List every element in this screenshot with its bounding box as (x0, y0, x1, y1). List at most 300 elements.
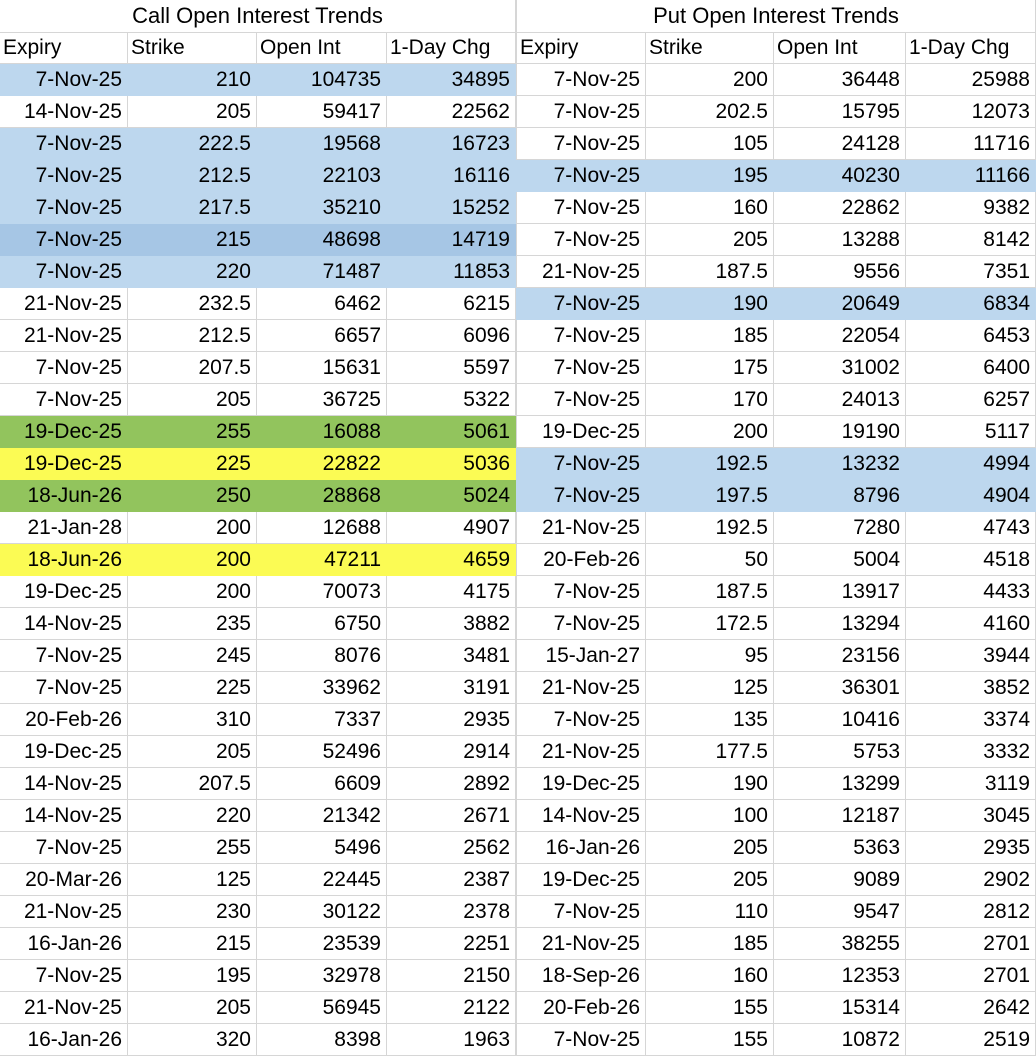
table-row (0, 1024, 516, 1056)
cell-one-day-chg[interactable]: 2251 (387, 928, 516, 960)
col-header-open-int[interactable]: Open Int (774, 33, 906, 64)
cell-open-int[interactable]: 5496 (257, 832, 387, 864)
table-row (516, 192, 1036, 224)
cell-expiry[interactable]: 21-Nov-25 (0, 320, 128, 352)
cell-strike[interactable]: 205 (128, 736, 257, 768)
cell-one-day-chg[interactable]: 9382 (906, 192, 1036, 224)
cell-strike[interactable]: 160 (646, 192, 774, 224)
cell-one-day-chg[interactable]: 16723 (387, 128, 516, 160)
cell-expiry[interactable]: 14-Nov-25 (0, 608, 128, 640)
cell-one-day-chg[interactable]: 2562 (387, 832, 516, 864)
cell-open-int[interactable]: 6750 (257, 608, 387, 640)
cell-open-int[interactable]: 13294 (774, 608, 906, 640)
cell-one-day-chg[interactable]: 2812 (906, 896, 1036, 928)
cell-open-int[interactable]: 59417 (257, 96, 387, 128)
cell-expiry[interactable]: 21-Jan-28 (0, 512, 128, 544)
cell-expiry[interactable]: 7-Nov-25 (0, 128, 128, 160)
cell-expiry[interactable]: 7-Nov-25 (516, 320, 646, 352)
cell-strike[interactable]: 177.5 (646, 736, 774, 768)
cell-expiry[interactable]: 19-Dec-25 (0, 576, 128, 608)
cell-one-day-chg[interactable]: 6257 (906, 384, 1036, 416)
cell-expiry[interactable]: 18-Sep-26 (516, 960, 646, 992)
cell-strike[interactable]: 185 (646, 928, 774, 960)
cell-open-int[interactable]: 20649 (774, 288, 906, 320)
table-row (0, 192, 516, 224)
cell-expiry[interactable]: 7-Nov-25 (516, 1024, 646, 1056)
cell-expiry[interactable]: 21-Nov-25 (0, 992, 128, 1024)
table-row (516, 928, 1036, 960)
cell-one-day-chg[interactable]: 1963 (387, 1024, 516, 1056)
cell-one-day-chg[interactable]: 11853 (387, 256, 516, 288)
cell-open-int[interactable]: 10416 (774, 704, 906, 736)
cell-one-day-chg[interactable]: 7351 (906, 256, 1036, 288)
cell-open-int[interactable]: 5363 (774, 832, 906, 864)
cell-expiry[interactable]: 7-Nov-25 (0, 224, 128, 256)
table-row (516, 416, 1036, 448)
cell-open-int[interactable]: 23539 (257, 928, 387, 960)
cell-expiry[interactable]: 21-Nov-25 (516, 512, 646, 544)
cell-expiry[interactable]: 14-Nov-25 (0, 768, 128, 800)
cell-one-day-chg[interactable]: 25988 (906, 64, 1036, 96)
cell-open-int[interactable]: 15631 (257, 352, 387, 384)
cell-expiry[interactable]: 19-Dec-25 (0, 448, 128, 480)
cell-one-day-chg[interactable]: 2150 (387, 960, 516, 992)
cell-strike[interactable]: 187.5 (646, 256, 774, 288)
cell-strike[interactable]: 250 (128, 480, 257, 512)
cell-strike[interactable]: 205 (646, 864, 774, 896)
cell-strike[interactable]: 187.5 (646, 576, 774, 608)
table-row (0, 160, 516, 192)
table-row (516, 544, 1036, 576)
cell-expiry[interactable]: 20-Feb-26 (0, 704, 128, 736)
cell-strike[interactable]: 225 (128, 672, 257, 704)
cell-one-day-chg[interactable]: 11166 (906, 160, 1036, 192)
cell-strike[interactable]: 220 (128, 800, 257, 832)
cell-one-day-chg[interactable]: 2935 (387, 704, 516, 736)
cell-one-day-chg[interactable]: 2902 (906, 864, 1036, 896)
table-row (516, 640, 1036, 672)
cell-strike[interactable]: 212.5 (128, 320, 257, 352)
cell-strike[interactable]: 205 (646, 832, 774, 864)
table-row (516, 224, 1036, 256)
cell-strike[interactable]: 205 (128, 384, 257, 416)
table-row (0, 864, 516, 896)
cell-strike[interactable]: 155 (646, 1024, 774, 1056)
cell-expiry[interactable]: 7-Nov-25 (516, 704, 646, 736)
cell-one-day-chg[interactable]: 5597 (387, 352, 516, 384)
cell-expiry[interactable]: 19-Dec-25 (516, 768, 646, 800)
cell-expiry[interactable]: 7-Nov-25 (0, 672, 128, 704)
header-row (0, 33, 516, 64)
cell-strike[interactable]: 155 (646, 992, 774, 1024)
cell-expiry[interactable]: 7-Nov-25 (0, 256, 128, 288)
cell-open-int[interactable]: 36725 (257, 384, 387, 416)
cell-one-day-chg[interactable]: 4518 (906, 544, 1036, 576)
cell-strike[interactable]: 232.5 (128, 288, 257, 320)
col-header-expiry[interactable]: Expiry (516, 33, 646, 64)
cell-open-int[interactable]: 56945 (257, 992, 387, 1024)
cell-open-int[interactable]: 36448 (774, 64, 906, 96)
cell-strike[interactable]: 125 (128, 864, 257, 896)
col-header-one-day-chg[interactable]: 1-Day Chg (906, 33, 1036, 64)
table-row (516, 704, 1036, 736)
cell-open-int[interactable]: 7337 (257, 704, 387, 736)
cell-strike[interactable]: 190 (646, 768, 774, 800)
cell-open-int[interactable]: 19190 (774, 416, 906, 448)
cell-strike[interactable]: 220 (128, 256, 257, 288)
cell-expiry[interactable]: 16-Jan-26 (0, 1024, 128, 1056)
cell-one-day-chg[interactable]: 3374 (906, 704, 1036, 736)
cell-expiry[interactable]: 7-Nov-25 (0, 960, 128, 992)
cell-open-int[interactable]: 8076 (257, 640, 387, 672)
table-row (0, 736, 516, 768)
cell-expiry[interactable]: 21-Nov-25 (516, 256, 646, 288)
cell-open-int[interactable]: 24128 (774, 128, 906, 160)
cell-one-day-chg[interactable]: 6096 (387, 320, 516, 352)
cell-strike[interactable]: 245 (128, 640, 257, 672)
cell-open-int[interactable]: 9089 (774, 864, 906, 896)
cell-strike[interactable]: 217.5 (128, 192, 257, 224)
cell-open-int[interactable]: 13288 (774, 224, 906, 256)
cell-open-int[interactable]: 32978 (257, 960, 387, 992)
cell-expiry[interactable]: 7-Nov-25 (516, 480, 646, 512)
table-row (0, 448, 516, 480)
table-row (0, 640, 516, 672)
cell-strike[interactable]: 200 (128, 576, 257, 608)
cell-one-day-chg[interactable]: 4433 (906, 576, 1036, 608)
cell-open-int[interactable]: 9556 (774, 256, 906, 288)
cell-strike[interactable]: 95 (646, 640, 774, 672)
cell-strike[interactable]: 192.5 (646, 448, 774, 480)
cell-one-day-chg[interactable]: 2387 (387, 864, 516, 896)
put-open-interest-table (516, 0, 1036, 1056)
cell-open-int[interactable]: 24013 (774, 384, 906, 416)
cell-expiry[interactable]: 18-Jun-26 (0, 544, 128, 576)
cell-one-day-chg[interactable]: 14719 (387, 224, 516, 256)
cell-expiry[interactable]: 7-Nov-25 (516, 576, 646, 608)
table-row (516, 960, 1036, 992)
cell-one-day-chg[interactable]: 2122 (387, 992, 516, 1024)
cell-one-day-chg[interactable]: 6834 (906, 288, 1036, 320)
cell-open-int[interactable]: 6462 (257, 288, 387, 320)
table-row (516, 160, 1036, 192)
table-row (516, 288, 1036, 320)
cell-strike[interactable]: 200 (128, 544, 257, 576)
cell-expiry[interactable]: 16-Jan-26 (0, 928, 128, 960)
cell-expiry[interactable]: 21-Nov-25 (0, 896, 128, 928)
cell-open-int[interactable]: 13917 (774, 576, 906, 608)
cell-one-day-chg[interactable]: 4994 (906, 448, 1036, 480)
cell-strike[interactable]: 255 (128, 832, 257, 864)
cell-strike[interactable]: 197.5 (646, 480, 774, 512)
cell-expiry[interactable]: 7-Nov-25 (516, 160, 646, 192)
cell-one-day-chg[interactable]: 2378 (387, 896, 516, 928)
cell-one-day-chg[interactable]: 2519 (906, 1024, 1036, 1056)
cell-open-int[interactable]: 8796 (774, 480, 906, 512)
cell-strike[interactable]: 207.5 (128, 352, 257, 384)
cell-expiry[interactable]: 21-Nov-25 (0, 288, 128, 320)
cell-one-day-chg[interactable]: 22562 (387, 96, 516, 128)
table-row (516, 672, 1036, 704)
cell-strike[interactable]: 195 (646, 160, 774, 192)
cell-open-int[interactable]: 71487 (257, 256, 387, 288)
cell-one-day-chg[interactable]: 2914 (387, 736, 516, 768)
cell-open-int[interactable]: 7280 (774, 512, 906, 544)
cell-expiry[interactable]: 20-Feb-26 (516, 544, 646, 576)
table-row (0, 416, 516, 448)
cell-open-int[interactable]: 22054 (774, 320, 906, 352)
cell-one-day-chg[interactable]: 3119 (906, 768, 1036, 800)
cell-expiry[interactable]: 7-Nov-25 (516, 96, 646, 128)
cell-open-int[interactable]: 21342 (257, 800, 387, 832)
table-row (516, 480, 1036, 512)
cell-one-day-chg[interactable]: 6215 (387, 288, 516, 320)
cell-strike[interactable]: 50 (646, 544, 774, 576)
cell-expiry[interactable]: 7-Nov-25 (516, 192, 646, 224)
cell-strike[interactable]: 190 (646, 288, 774, 320)
cell-expiry[interactable]: 7-Nov-25 (0, 352, 128, 384)
cell-open-int[interactable]: 6609 (257, 768, 387, 800)
cell-expiry[interactable]: 7-Nov-25 (516, 128, 646, 160)
table-row (0, 224, 516, 256)
cell-strike[interactable]: 225 (128, 448, 257, 480)
col-header-open-int[interactable]: Open Int (257, 33, 387, 64)
cell-open-int[interactable]: 38255 (774, 928, 906, 960)
cell-expiry[interactable]: 7-Nov-25 (0, 192, 128, 224)
cell-expiry[interactable]: 7-Nov-25 (0, 640, 128, 672)
cell-strike[interactable]: 172.5 (646, 608, 774, 640)
cell-open-int[interactable]: 10872 (774, 1024, 906, 1056)
cell-expiry[interactable]: 7-Nov-25 (0, 384, 128, 416)
cell-expiry[interactable]: 7-Nov-25 (516, 896, 646, 928)
cell-open-int[interactable]: 28868 (257, 480, 387, 512)
cell-expiry[interactable]: 7-Nov-25 (0, 832, 128, 864)
cell-one-day-chg[interactable]: 8142 (906, 224, 1036, 256)
cell-open-int[interactable]: 36301 (774, 672, 906, 704)
cell-one-day-chg[interactable]: 3332 (906, 736, 1036, 768)
cell-strike[interactable]: 125 (646, 672, 774, 704)
table-row (0, 608, 516, 640)
cell-one-day-chg[interactable]: 5322 (387, 384, 516, 416)
cell-open-int[interactable]: 9547 (774, 896, 906, 928)
cell-expiry[interactable]: 7-Nov-25 (516, 608, 646, 640)
table-row (516, 576, 1036, 608)
table-row (516, 864, 1036, 896)
cell-strike[interactable]: 310 (128, 704, 257, 736)
cell-open-int[interactable]: 22103 (257, 160, 387, 192)
cell-one-day-chg[interactable]: 4659 (387, 544, 516, 576)
cell-expiry[interactable]: 7-Nov-25 (516, 288, 646, 320)
cell-one-day-chg[interactable]: 3045 (906, 800, 1036, 832)
cell-open-int[interactable]: 12353 (774, 960, 906, 992)
cell-open-int[interactable]: 70073 (257, 576, 387, 608)
table-row (0, 352, 516, 384)
cell-open-int[interactable]: 5753 (774, 736, 906, 768)
cell-one-day-chg[interactable]: 4907 (387, 512, 516, 544)
cell-expiry[interactable]: 14-Nov-25 (0, 96, 128, 128)
call-table-body (0, 64, 516, 1056)
table-row (516, 992, 1036, 1024)
cell-strike[interactable]: 192.5 (646, 512, 774, 544)
col-header-strike[interactable]: Strike (646, 33, 774, 64)
cell-expiry[interactable]: 19-Dec-25 (0, 416, 128, 448)
call-open-interest-table (0, 0, 516, 1056)
cell-strike[interactable]: 205 (128, 992, 257, 1024)
cell-one-day-chg[interactable]: 5117 (906, 416, 1036, 448)
cell-one-day-chg[interactable]: 2701 (906, 928, 1036, 960)
cell-open-int[interactable]: 40230 (774, 160, 906, 192)
cell-strike[interactable]: 202.5 (646, 96, 774, 128)
table-row (0, 896, 516, 928)
cell-one-day-chg[interactable]: 3944 (906, 640, 1036, 672)
cell-open-int[interactable]: 13299 (774, 768, 906, 800)
table-row (0, 544, 516, 576)
cell-expiry[interactable]: 7-Nov-25 (516, 448, 646, 480)
cell-strike[interactable]: 110 (646, 896, 774, 928)
cell-open-int[interactable]: 6657 (257, 320, 387, 352)
cell-strike[interactable]: 212.5 (128, 160, 257, 192)
cell-strike[interactable]: 160 (646, 960, 774, 992)
cell-one-day-chg[interactable]: 3481 (387, 640, 516, 672)
cell-one-day-chg[interactable]: 3191 (387, 672, 516, 704)
cell-one-day-chg[interactable]: 4160 (906, 608, 1036, 640)
cell-expiry[interactable]: 21-Nov-25 (516, 928, 646, 960)
cell-one-day-chg[interactable]: 5036 (387, 448, 516, 480)
cell-one-day-chg[interactable]: 5024 (387, 480, 516, 512)
cell-strike[interactable]: 222.5 (128, 128, 257, 160)
cell-expiry[interactable]: 18-Jun-26 (0, 480, 128, 512)
cell-open-int[interactable]: 23156 (774, 640, 906, 672)
cell-strike[interactable]: 320 (128, 1024, 257, 1056)
cell-open-int[interactable]: 48698 (257, 224, 387, 256)
put-table-body (516, 64, 1036, 1056)
cell-strike[interactable]: 170 (646, 384, 774, 416)
cell-strike[interactable]: 200 (646, 416, 774, 448)
cell-strike[interactable]: 200 (128, 512, 257, 544)
cell-open-int[interactable]: 19568 (257, 128, 387, 160)
cell-strike[interactable]: 210 (128, 64, 257, 96)
cell-strike[interactable]: 185 (646, 320, 774, 352)
cell-one-day-chg[interactable]: 11716 (906, 128, 1036, 160)
cell-one-day-chg[interactable]: 2671 (387, 800, 516, 832)
cell-strike[interactable]: 195 (128, 960, 257, 992)
cell-open-int[interactable]: 31002 (774, 352, 906, 384)
call-table-title[interactable]: Call Open Interest Trends (0, 0, 516, 33)
cell-strike[interactable]: 215 (128, 928, 257, 960)
cell-expiry[interactable]: 19-Dec-25 (516, 416, 646, 448)
cell-one-day-chg[interactable]: 2892 (387, 768, 516, 800)
cell-strike[interactable]: 230 (128, 896, 257, 928)
cell-open-int[interactable]: 22445 (257, 864, 387, 896)
cell-open-int[interactable]: 8398 (257, 1024, 387, 1056)
cell-open-int[interactable]: 16088 (257, 416, 387, 448)
cell-one-day-chg[interactable]: 3882 (387, 608, 516, 640)
cell-strike[interactable]: 255 (128, 416, 257, 448)
cell-expiry[interactable]: 21-Nov-25 (516, 736, 646, 768)
cell-open-int[interactable]: 13232 (774, 448, 906, 480)
cell-open-int[interactable]: 12187 (774, 800, 906, 832)
table-row (516, 512, 1036, 544)
cell-one-day-chg[interactable]: 12073 (906, 96, 1036, 128)
cell-strike[interactable]: 205 (646, 224, 774, 256)
cell-one-day-chg[interactable]: 4904 (906, 480, 1036, 512)
cell-one-day-chg[interactable]: 2935 (906, 832, 1036, 864)
cell-expiry[interactable]: 14-Nov-25 (0, 800, 128, 832)
cell-one-day-chg[interactable]: 4175 (387, 576, 516, 608)
col-header-expiry[interactable]: Expiry (0, 33, 128, 64)
cell-expiry[interactable]: 20-Mar-26 (0, 864, 128, 896)
cell-strike[interactable]: 175 (646, 352, 774, 384)
cell-one-day-chg[interactable]: 6400 (906, 352, 1036, 384)
cell-open-int[interactable]: 22862 (774, 192, 906, 224)
cell-one-day-chg[interactable]: 16116 (387, 160, 516, 192)
title-row (516, 0, 1036, 33)
col-header-strike[interactable]: Strike (128, 33, 257, 64)
col-header-one-day-chg[interactable]: 1-Day Chg (387, 33, 516, 64)
table-row (0, 992, 516, 1024)
cell-one-day-chg[interactable]: 5061 (387, 416, 516, 448)
cell-strike[interactable]: 200 (646, 64, 774, 96)
cell-open-int[interactable]: 15314 (774, 992, 906, 1024)
cell-open-int[interactable]: 15795 (774, 96, 906, 128)
cell-expiry[interactable]: 7-Nov-25 (516, 352, 646, 384)
title-row (0, 0, 516, 33)
cell-open-int[interactable]: 12688 (257, 512, 387, 544)
cell-one-day-chg[interactable]: 15252 (387, 192, 516, 224)
cell-expiry[interactable]: 14-Nov-25 (516, 800, 646, 832)
cell-open-int[interactable]: 22822 (257, 448, 387, 480)
cell-open-int[interactable]: 30122 (257, 896, 387, 928)
cell-expiry[interactable]: 21-Nov-25 (516, 672, 646, 704)
cell-open-int[interactable]: 104735 (257, 64, 387, 96)
cell-expiry[interactable]: 19-Dec-25 (516, 864, 646, 896)
cell-strike[interactable]: 105 (646, 128, 774, 160)
table-row (0, 64, 516, 96)
cell-strike[interactable]: 205 (128, 96, 257, 128)
cell-one-day-chg[interactable]: 6453 (906, 320, 1036, 352)
cell-open-int[interactable]: 47211 (257, 544, 387, 576)
cell-expiry[interactable]: 7-Nov-25 (516, 384, 646, 416)
cell-strike[interactable]: 235 (128, 608, 257, 640)
table-row (0, 768, 516, 800)
table-row (516, 800, 1036, 832)
cell-expiry[interactable]: 16-Jan-26 (516, 832, 646, 864)
cell-strike[interactable]: 135 (646, 704, 774, 736)
cell-one-day-chg[interactable]: 3852 (906, 672, 1036, 704)
cell-open-int[interactable]: 33962 (257, 672, 387, 704)
cell-open-int[interactable]: 52496 (257, 736, 387, 768)
cell-expiry[interactable]: 7-Nov-25 (516, 224, 646, 256)
cell-one-day-chg[interactable]: 34895 (387, 64, 516, 96)
cell-expiry[interactable]: 15-Jan-27 (516, 640, 646, 672)
cell-expiry[interactable]: 7-Nov-25 (516, 64, 646, 96)
cell-strike[interactable]: 100 (646, 800, 774, 832)
cell-strike[interactable]: 207.5 (128, 768, 257, 800)
cell-one-day-chg[interactable]: 2642 (906, 992, 1036, 1024)
cell-expiry[interactable]: 7-Nov-25 (0, 64, 128, 96)
cell-expiry[interactable]: 19-Dec-25 (0, 736, 128, 768)
cell-one-day-chg[interactable]: 4743 (906, 512, 1036, 544)
table-row (0, 576, 516, 608)
put-table-title[interactable]: Put Open Interest Trends (516, 0, 1036, 33)
cell-one-day-chg[interactable]: 2701 (906, 960, 1036, 992)
cell-strike[interactable]: 215 (128, 224, 257, 256)
table-row (0, 704, 516, 736)
cell-open-int[interactable]: 5004 (774, 544, 906, 576)
cell-expiry[interactable]: 20-Feb-26 (516, 992, 646, 1024)
cell-expiry[interactable]: 7-Nov-25 (0, 160, 128, 192)
cell-open-int[interactable]: 35210 (257, 192, 387, 224)
